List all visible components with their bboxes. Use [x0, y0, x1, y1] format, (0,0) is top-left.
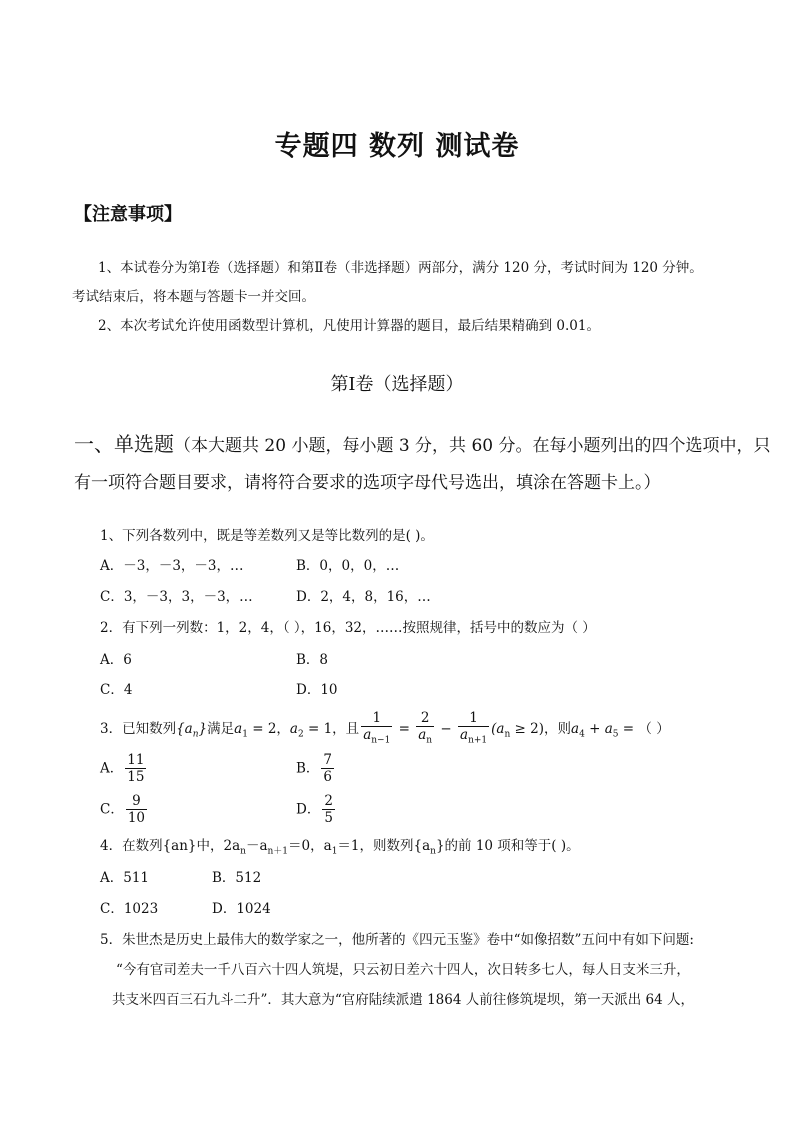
q2-option-d: D．10: [296, 682, 338, 698]
q3-cond: 满足: [207, 720, 235, 737]
part-heading: [74, 428, 771, 457]
q4-option-c: C．1023: [100, 901, 159, 917]
q3-frac-1: $\frac{1}{a_{n-1}}$: [363, 710, 391, 746]
q4-option-d: D．1024: [212, 901, 271, 917]
q1-option-b: B．0，0，0，…: [296, 558, 400, 574]
notice-heading: 【注意事项】: [74, 204, 182, 225]
part-desc-1: （本大题共 20 小题，每小题 3 分，共 60 分。在每小题列出的四个选项中，只: [174, 436, 771, 456]
q1-stem: 1、下列各数列中，既是等差数列又是等比数列的是( )。: [100, 528, 434, 544]
q2-option-c: C．4: [100, 682, 133, 698]
q3-stem: 3．已知数列$\{a_n\}$满足$a_1 = 2$，$a_2 = 1$，且 $\frac{1}{a_{n-1}}$ = $\frac{2}{a_n}$ − $\frac{1}{a_{n+1}}$ $(a_n \ge 2)$，则$a_4 + a_5$ = （ ）: [100, 710, 670, 753]
page-title: 专题四 数列 测试卷: [274, 131, 520, 162]
q2-option-b: B．8: [296, 652, 329, 668]
q3-option-b: B． $\frac{7}{6}$: [296, 752, 333, 785]
notice-item-1-cont: 考试结束后，将本题与答题卡一并交回。: [72, 289, 315, 305]
q3-frac-2: $\frac{2}{a_n}$: [418, 710, 433, 746]
q4-option-b: B．512: [212, 870, 262, 886]
q4-option-a: A．511: [100, 870, 150, 886]
q1-option-d: D．2，4，8，16，…: [296, 589, 431, 605]
part-desc-2: 有一项符合题目要求，请将符合要求的选项字母代号选出，填涂在答题卡上。）: [74, 473, 661, 493]
q1-option-a: A．－3，－3，－3，…: [100, 558, 244, 574]
q1-option-c: C．3，－3，3，－3，…: [100, 589, 253, 605]
q2-option-a: A．6: [100, 652, 132, 668]
q3-option-a: A． $\frac{11}{15}$: [100, 752, 145, 785]
q5-line-3: 共支米四百三石九斗二升”．其大意为“官府陆续派遣 1864 人前往修筑堤坝，第一天派出 64 人，: [112, 992, 695, 1008]
q2-stem: 2．有下列一列数：1，2，4，（ ），16，32，……按照规律，括号中的数应为（ ）: [100, 620, 596, 636]
notice-item-1: 1、本试卷分为第Ⅰ卷（选择题）和第Ⅱ卷（非选择题）两部分，满分 120 分，考试时间为 120 分钟。: [98, 260, 703, 276]
q3-pre: 3．已知数列: [100, 720, 177, 737]
q3-option-c: C． $\frac{9}{10}$: [100, 793, 146, 826]
section-title: 第Ⅰ卷（选择题）: [330, 374, 464, 395]
q5-line-2: “今有官司差夫一千八百六十四人筑堤，只云初日差六十四人，次日转多七人，每人日支米三升，: [116, 962, 690, 978]
q3-seq: $\{a_n\}$: [176, 720, 208, 740]
part-label: 一、单选题: [74, 432, 174, 456]
q4-stem: 4．在数列{an}中，$2a_n-a_{n+1}=0$，$a_1=1$，则数列$\{a_n\}$的前 10 项和等于( )。: [100, 838, 580, 857]
notice-item-2: 2、本次考试允许使用函数型计算机，凡使用计算器的题目，最后结果精确到 0.01。: [98, 318, 600, 334]
q5-line-1: 5．朱世杰是历史上最伟大的数学家之一，他所著的《四元玉鉴》卷中“如像招数”五问中有如下问题:: [100, 932, 694, 948]
q3-option-d: D． $\frac{2}{5}$: [296, 793, 333, 826]
q3-frac-3: $\frac{1}{a_{n+1}}$: [460, 710, 488, 746]
